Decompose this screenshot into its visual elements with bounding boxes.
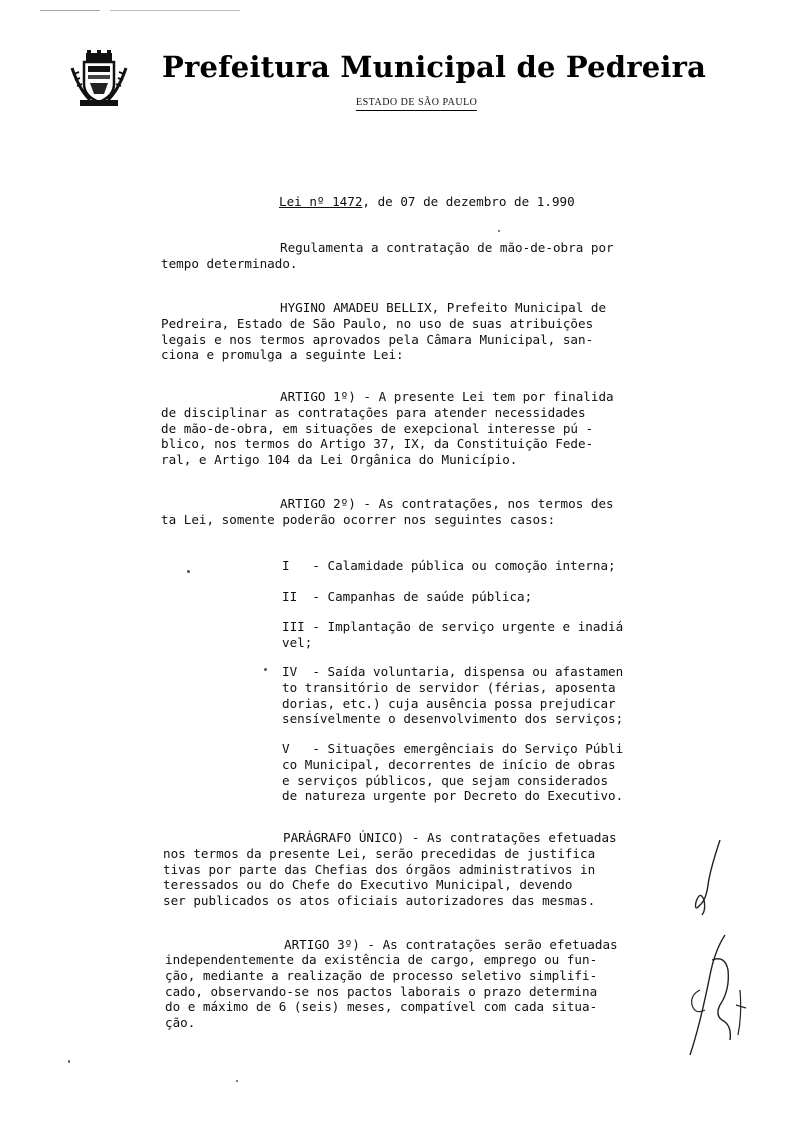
item-v-line: e serviços públicos, que sejam considerados (282, 773, 609, 788)
paragraph-line: teressados ou do Chefe do Executivo Municipal, devendo (163, 877, 573, 892)
article-2-line: ARTIGO 2º) - As contratações, nos termos des (280, 496, 614, 511)
state-name: ESTADO DE SÃO PAULO (356, 97, 477, 111)
article-1-line: de mão-de-obra, em situações de exepcional interesse pú - (161, 421, 594, 436)
law-date: , de 07 de dezembro de 1.990 (362, 194, 575, 209)
item-iv-line: IV - Saída voluntaria, dispensa ou afastamen (282, 664, 624, 679)
paragraph-line: nos termos da presente Lei, serão precedidas de justifica (163, 846, 596, 861)
scan-speck (264, 668, 267, 671)
article-3-line: cado, observando-se nos pactos laborais o prazo determina (165, 984, 598, 999)
article-1-line: blico, nos termos do Artigo 37, IX, da Constituição Fede- (161, 436, 594, 451)
item-i: I - Calamidade pública ou comoção interna; (282, 558, 616, 573)
article-1-line: ral, e Artigo 104 da Lei Orgânica do Município. (161, 452, 518, 467)
law-title (279, 194, 575, 210)
scan-speck (498, 230, 500, 232)
article-2-line: ta Lei, somente poderão ocorrer nos seguintes casos: (161, 512, 556, 527)
article-3-line: ARTIGO 3º) - As contratações serão efetuadas (284, 937, 618, 952)
ementa-line: tempo determinado. (161, 256, 298, 271)
scan-speck (187, 570, 190, 573)
article-1-line: de disciplinar as contratações para atender necessidades (161, 405, 586, 420)
article-3-line: ção. (165, 1015, 196, 1030)
paragraph-line: tivas por parte das Chefias dos órgãos administrativos in (163, 862, 596, 877)
scan-edge-mark (40, 10, 100, 11)
scan-edge-mark (110, 10, 240, 11)
item-v-line: V - Situações emergênciais do Serviço Públi (282, 741, 624, 756)
margin-signature (670, 840, 760, 1090)
ementa-line: Regulamenta a contratação de mão-de-obra por (280, 240, 614, 255)
scan-speck (236, 1080, 238, 1082)
item-iii-line: vel; (282, 635, 313, 650)
item-iii-line: III - Implantação de serviço urgente e inadiá (282, 619, 624, 634)
item-iv-line: to transitório de servidor (férias, aposenta (282, 680, 616, 695)
paragraph-line: ser publicados os atos oficiais autorizadores das mesmas. (163, 893, 596, 908)
article-3-line: do e máximo de 6 (seis) meses, compatível com cada situa- (165, 999, 598, 1014)
preamble-line: HYGINO AMADEU BELLIX, Prefeito Municipal de (280, 300, 607, 315)
law-number: Lei nº 1472 (279, 194, 363, 209)
item-v-line: de natureza urgente por Decreto do Executivo. (282, 788, 624, 803)
paragraph-line: PARÁGRAFO ÚNICO) - As contratações efetuadas (283, 830, 617, 845)
item-ii: II - Campanhas de saúde pública; (282, 589, 533, 604)
item-v-line: co Municipal, decorrentes de início de obras (282, 757, 616, 772)
scan-speck (68, 1060, 70, 1063)
preamble-line: ciona e promulga a seguinte Lei: (161, 347, 404, 362)
preamble-line: Pedreira, Estado de São Paulo, no uso de suas atribuições (161, 316, 594, 331)
article-3-line: ção, mediante a realização de processo seletivo simplifi- (165, 968, 598, 983)
municipal-crest-logo (70, 50, 128, 108)
preamble-line: legais e nos termos aprovados pela Câmara Municipal, san- (161, 332, 594, 347)
article-1-line: ARTIGO 1º) - A presente Lei tem por finalida (280, 389, 614, 404)
item-iv-line: dorias, etc.) cuja ausência possa prejudicar (282, 696, 616, 711)
article-3-line: independentemente da existência de cargo, emprego ou fun- (165, 952, 598, 967)
organization-name: Prefeitura Municipal de Pedreira (162, 50, 707, 84)
item-iv-line: sensívelmente o desenvolvimento dos serviços; (282, 711, 624, 726)
